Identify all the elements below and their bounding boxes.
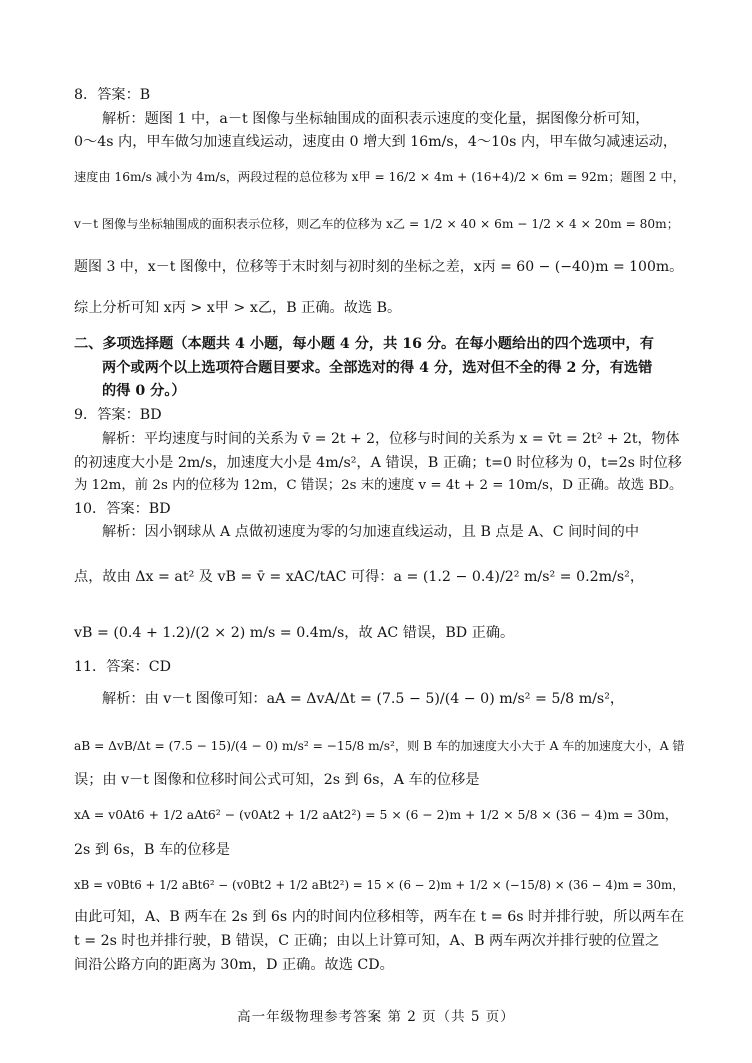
q11-equation: xB = v0Bt6 + 1/2 aBt6² − (v0Bt2 + 1/2 aBt2²) = 15 × (6 − 2)m + 1/2 × (−15/8) × (36 − 4)m = 30m，	[74, 878, 685, 892]
section-heading: 二、多项选择题（本题共 4 小题，每小题 4 分，共 16 分。在每小题给出的四个选项中，有	[74, 336, 654, 352]
q11-equation: xA = v0At6 + 1/2 aAt6² − (v0At2 + 1/2 aAt2²) = 5 × (6 − 2)m + 1/2 × 5/8 × (36 − 4)m = 30m，	[74, 807, 678, 822]
q11-answer: 11．答案：CD	[74, 659, 172, 675]
q10-analysis-line: 解析：因小钢球从 A 点做初速度为零的匀加速直线运动，且 B 点是 A、C 间时间的中	[102, 524, 640, 540]
q8-analysis-line: v－t 图像与坐标轴围成的面积表示位移，则乙车的位移为 x乙 = 1/2 × 40 × 6m − 1/2 × 4 × 20m = 80m；	[74, 217, 679, 231]
q11-analysis-line: aB = ΔvB/Δt = (7.5 − 15)/(4 − 0) m/s² = −15/8 m/s²，则 B 车的加速度大小大于 A 车的加速度大小，A 错	[74, 739, 685, 753]
q8-analysis-line: 速度由 16m/s 减小为 4m/s，两段过程的总位移为 x甲 = 16/2 × 4m + (16+4)/2 × 6m = 92m；题图 2 中，	[74, 170, 685, 184]
section-heading: 的得 0 分。）	[102, 383, 186, 399]
q8-analysis-line: 0～4s 内，甲车做匀加速直线运动，速度由 0 增大到 16m/s，4～10s 内，甲车做匀减速运动，	[74, 134, 678, 150]
q8-conclusion: 综上分析可知 x丙 > x甲 > x乙，B 正确。故选 B。	[74, 300, 402, 316]
q9-analysis-line: 为 12m，前 2s 内的位移为 12m，C 错误；2s 末的速度 v = 4t + 2 = 10m/s，D 正确。故选 BD。	[74, 478, 683, 493]
q11-analysis-line: 由此可知，A、B 两车在 2s 到 6s 内的时间内位移相等，两车在 t = 6s 时并排行驶，所以两车在	[74, 909, 685, 925]
q11-analysis-line: 误；由 v－t 图像和位移时间公式可知，2s 到 6s，A 车的位移是	[74, 772, 480, 788]
q9-answer: 9．答案：BD	[74, 407, 162, 423]
q11-analysis-line: 解析：由 v－t 图像可知：aA = ΔvA/Δt = (7.5 − 5)/(4 − 0) m/s² = 5/8 m/s²，	[102, 691, 625, 707]
q11-conclusion: 间沿公路方向的距离为 30m，D 正确。故选 CD。	[74, 957, 394, 973]
page-footer: 高一年级物理参考答案 第 2 页（共 5 页）	[237, 1009, 515, 1025]
q8-answer: 8．答案：B	[74, 87, 151, 103]
q9-analysis-line: 解析：平均速度与时间的关系为 v̄ = 2t + 2，位移与时间的关系为 x = v̄t = 2t² + 2t，物体	[102, 431, 680, 447]
section-heading: 两个或两个以上选项符合题目要求。全部选对的得 4 分，选对但不全的得 2 分，有选错	[102, 360, 653, 376]
q11-analysis-line: 2s 到 6s，B 车的位移是	[74, 842, 230, 858]
q8-analysis-line: 解析：题图 1 中，a－t 图像与坐标轴围成的面积表示速度的变化量，据图像分析可知，	[102, 111, 650, 127]
q8-analysis-line: 题图 3 中，x－t 图像中，位移等于末时刻与初时刻的坐标之差，x丙 = 60 − (−40)m = 100m。	[74, 259, 684, 275]
q9-analysis-line: 的初速度大小是 2m/s，加速度大小是 4m/s²，A 错误，B 正确；t=0 时位移为 0，t=2s 时位移	[74, 455, 682, 471]
q10-analysis-line: 点，故由 Δx = at² 及 vB = v̄ = xAC/tAC 可得：a = (1.2 − 0.4)/2² m/s² = 0.2m/s²，	[74, 569, 645, 585]
q10-answer: 10．答案：BD	[74, 501, 171, 517]
q11-analysis-line: t = 2s 时也并排行驶，B 错误，C 正确；由以上计算可知，A、B 两车两次并排行驶的位置之	[74, 933, 660, 949]
q10-analysis-line: vB = (0.4 + 1.2)/(2 × 2) m/s = 0.4m/s，故 AC 错误，BD 正确。	[74, 625, 515, 641]
